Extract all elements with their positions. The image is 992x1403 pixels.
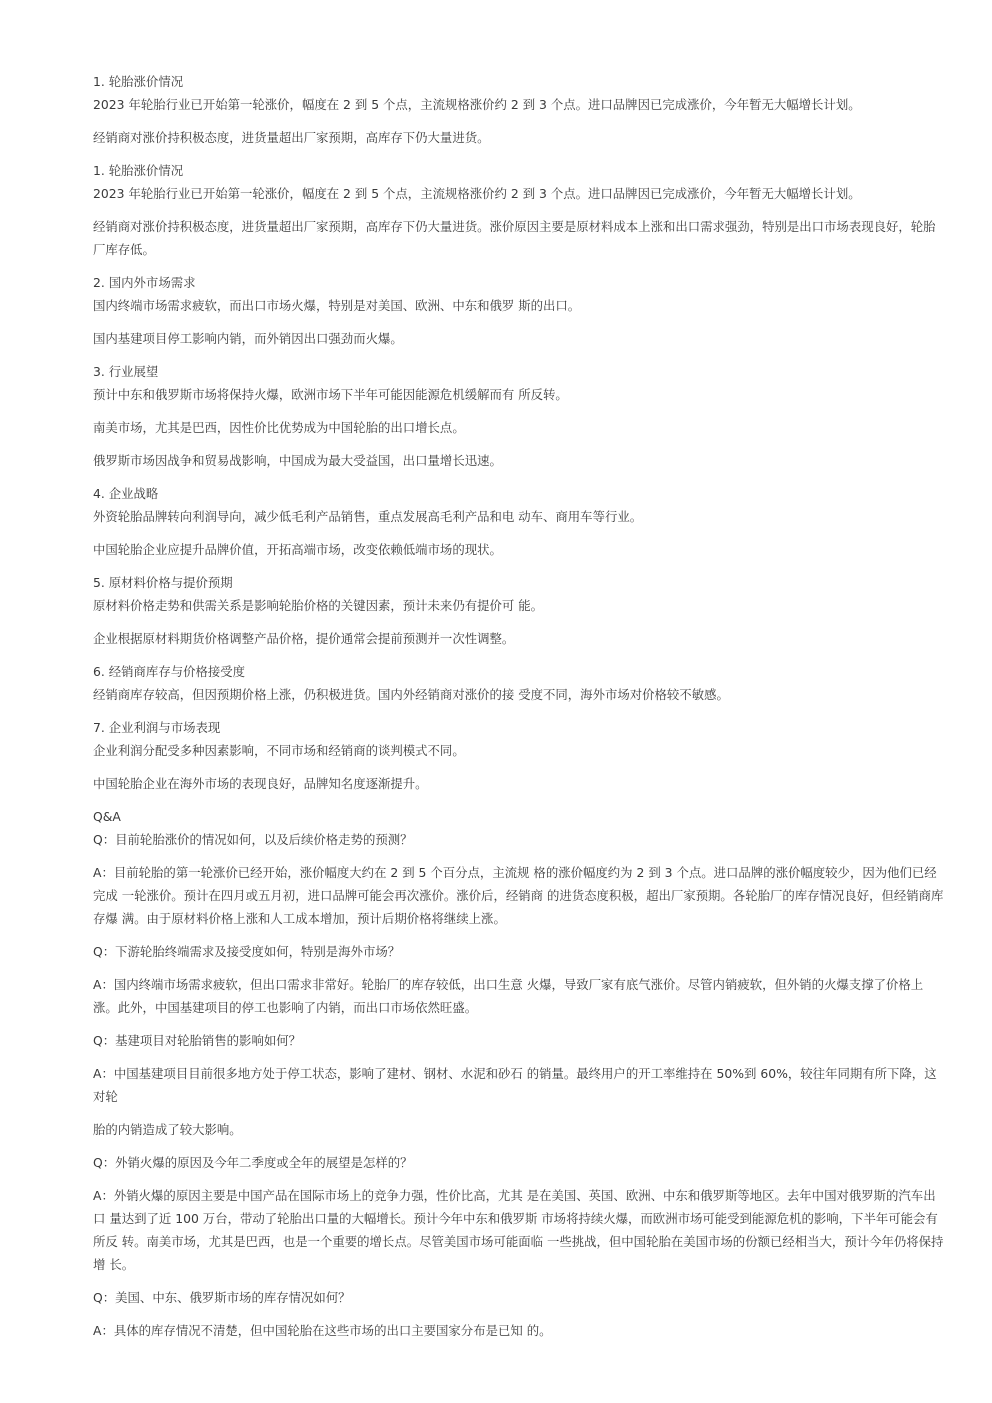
paragraph-line: Q：基建项目对轮胎销售的影响如何？	[93, 1033, 302, 1048]
paragraph-line: A：具体的库存情况不清楚，但中国轮胎在这些市场的出口主要国家分布是已知 的。	[93, 1323, 552, 1338]
paragraph-line: 原材料价格走势和供需关系是影响轮胎价格的关键因素，预计未来仍有提价可 能。	[93, 598, 544, 613]
paragraph-line: A：中国基建项目目前很多地方处于停工状态，影响了建材、钢材、水泥和砂石 的销量。最终用户的开工率维持在 50%到 60%，较往年同期有所下降，这对轮	[93, 1066, 937, 1104]
paragraph-line: 2023 年轮胎行业已开始第一轮涨价，幅度在 2 到 5 个点，主流规格涨价约 2 到 3 个点。进口品牌因已完成涨价，今年暂无大幅增长计划。	[93, 97, 861, 112]
paragraph-line: 预计中东和俄罗斯市场将保持火爆，欧洲市场下半年可能因能源危机缓解而有 所反转。	[93, 387, 568, 402]
paragraph-line: 1. 轮胎涨价情况	[93, 163, 184, 178]
paragraph-line: 国内基建项目停工影响内销，而外销因出口强劲而火爆。	[93, 331, 403, 346]
paragraph-line: Q：美国、中东、俄罗斯市场的库存情况如何？	[93, 1290, 351, 1305]
paragraph-line: 1. 轮胎涨价情况	[93, 74, 184, 89]
paragraph-line: Q：下游轮胎终端需求及接受度如何，特别是海外市场？	[93, 944, 401, 959]
paragraph-line: 胎的内销造成了较大影响。	[93, 1122, 242, 1137]
paragraph-line: 中国轮胎企业在海外市场的表现良好，品牌知名度逐渐提升。	[93, 776, 428, 791]
paragraph-line: Q：外销火爆的原因及今年二季度或全年的展望是怎样的？	[93, 1155, 413, 1170]
paragraph-line: A：国内终端市场需求疲软，但出口需求非常好。轮胎厂的库存较低，出口生意 火爆，导致厂家有底气涨价。尽管内销疲软，但外销的火爆支撑了价格上涨。此外，中国基建项目的停工也影响了内销，而出口市场依然旺盛。	[93, 977, 924, 1015]
paragraph-line: 南美市场，尤其是巴西，因性价比优势成为中国轮胎的出口增长点。	[93, 420, 465, 435]
paragraph-line: A：目前轮胎的第一轮涨价已经开始，涨价幅度大约在 2 到 5 个百分点，主流规 格的涨价幅度约为 2 到 3 个点。进口品牌的涨价幅度较少，因为他们已经完成 一轮涨价。预计在四月或五月初，进口品牌可能会再次涨价。涨价后，经销商 的进货态度积极，超出厂家预期。各轮胎厂的库存情况良好，但经销商库存爆 满。由于原材料价格上涨和人工成本增加，预计后期价格将继续上涨。	[93, 865, 944, 926]
paragraph-line: 经销商库存较高，但因预期价格上涨，仍积极进货。国内外经销商对涨价的接 受度不同，海外市场对价格较不敏感。	[93, 687, 729, 702]
document-body	[93, 70, 945, 1342]
paragraph-line: 7. 企业利润与市场表现	[93, 720, 221, 735]
paragraph-line: 2023 年轮胎行业已开始第一轮涨价，幅度在 2 到 5 个点，主流规格涨价约 2 到 3 个点。进口品牌因已完成涨价，今年暂无大幅增长计划。	[93, 186, 861, 201]
paragraph-line: 中国轮胎企业应提升品牌价值，开拓高端市场，改变依赖低端市场的现状。	[93, 542, 502, 557]
paragraph-line: 经销商对涨价持积极态度，进货量超出厂家预期，高库存下仍大量进货。	[93, 130, 490, 145]
paragraph-line: 6. 经销商库存与价格接受度	[93, 664, 246, 679]
paragraph-line: 3. 行业展望	[93, 364, 159, 379]
paragraph-line: 外资轮胎品牌转向利润导向，减少低毛利产品销售，重点发展高毛利产品和电 动车、商用车等行业。	[93, 509, 643, 524]
paragraph-line: 5. 原材料价格与提价预期	[93, 575, 233, 590]
paragraph-line: 企业根据原材料期货价格调整产品价格，提价通常会提前预测并一次性调整。	[93, 631, 515, 646]
paragraph-line: 4. 企业战略	[93, 486, 159, 501]
paragraph-line: 国内终端市场需求疲软，而出口市场火爆，特别是对美国、欧洲、中东和俄罗 斯的出口。	[93, 298, 581, 313]
paragraph-line: 企业利润分配受多种因素影响，不同市场和经销商的谈判模式不同。	[93, 743, 465, 758]
paragraph-line: 经销商对涨价持积极态度，进货量超出厂家预期，高库存下仍大量进货。涨价原因主要是原材料成本上涨和出口需求强劲，特别是出口市场表现良好，轮胎厂库存低。	[93, 219, 936, 257]
paragraph-line: A：外销火爆的原因主要是中国产品在国际市场上的竞争力强，性价比高，尤其 是在美国、英国、欧洲、中东和俄罗斯等地区。去年中国对俄罗斯的汽车出口 量达到了近 100 万台，带动了轮胎出口量的大幅增长。预计今年中东和俄罗斯 市场将持续火爆，而欧洲市场可能受到能源危机的影响，下半年可能会有所反 转。南美市场，尤其是巴西，也是一个重要的增长点。尽管美国市场可能面临 一些挑战，但中国轮胎在美国市场的份额已经相当大，预计今年仍将保持增 长。	[93, 1188, 944, 1272]
paragraph-line: Q：目前轮胎涨价的情况如何，以及后续价格走势的预测？	[93, 832, 413, 847]
paragraph-line: 俄罗斯市场因战争和贸易战影响，中国成为最大受益国，出口量增长迅速。	[93, 453, 502, 468]
paragraph-line: 2. 国内外市场需求	[93, 275, 196, 290]
paragraph-line: Q&A	[93, 809, 121, 824]
